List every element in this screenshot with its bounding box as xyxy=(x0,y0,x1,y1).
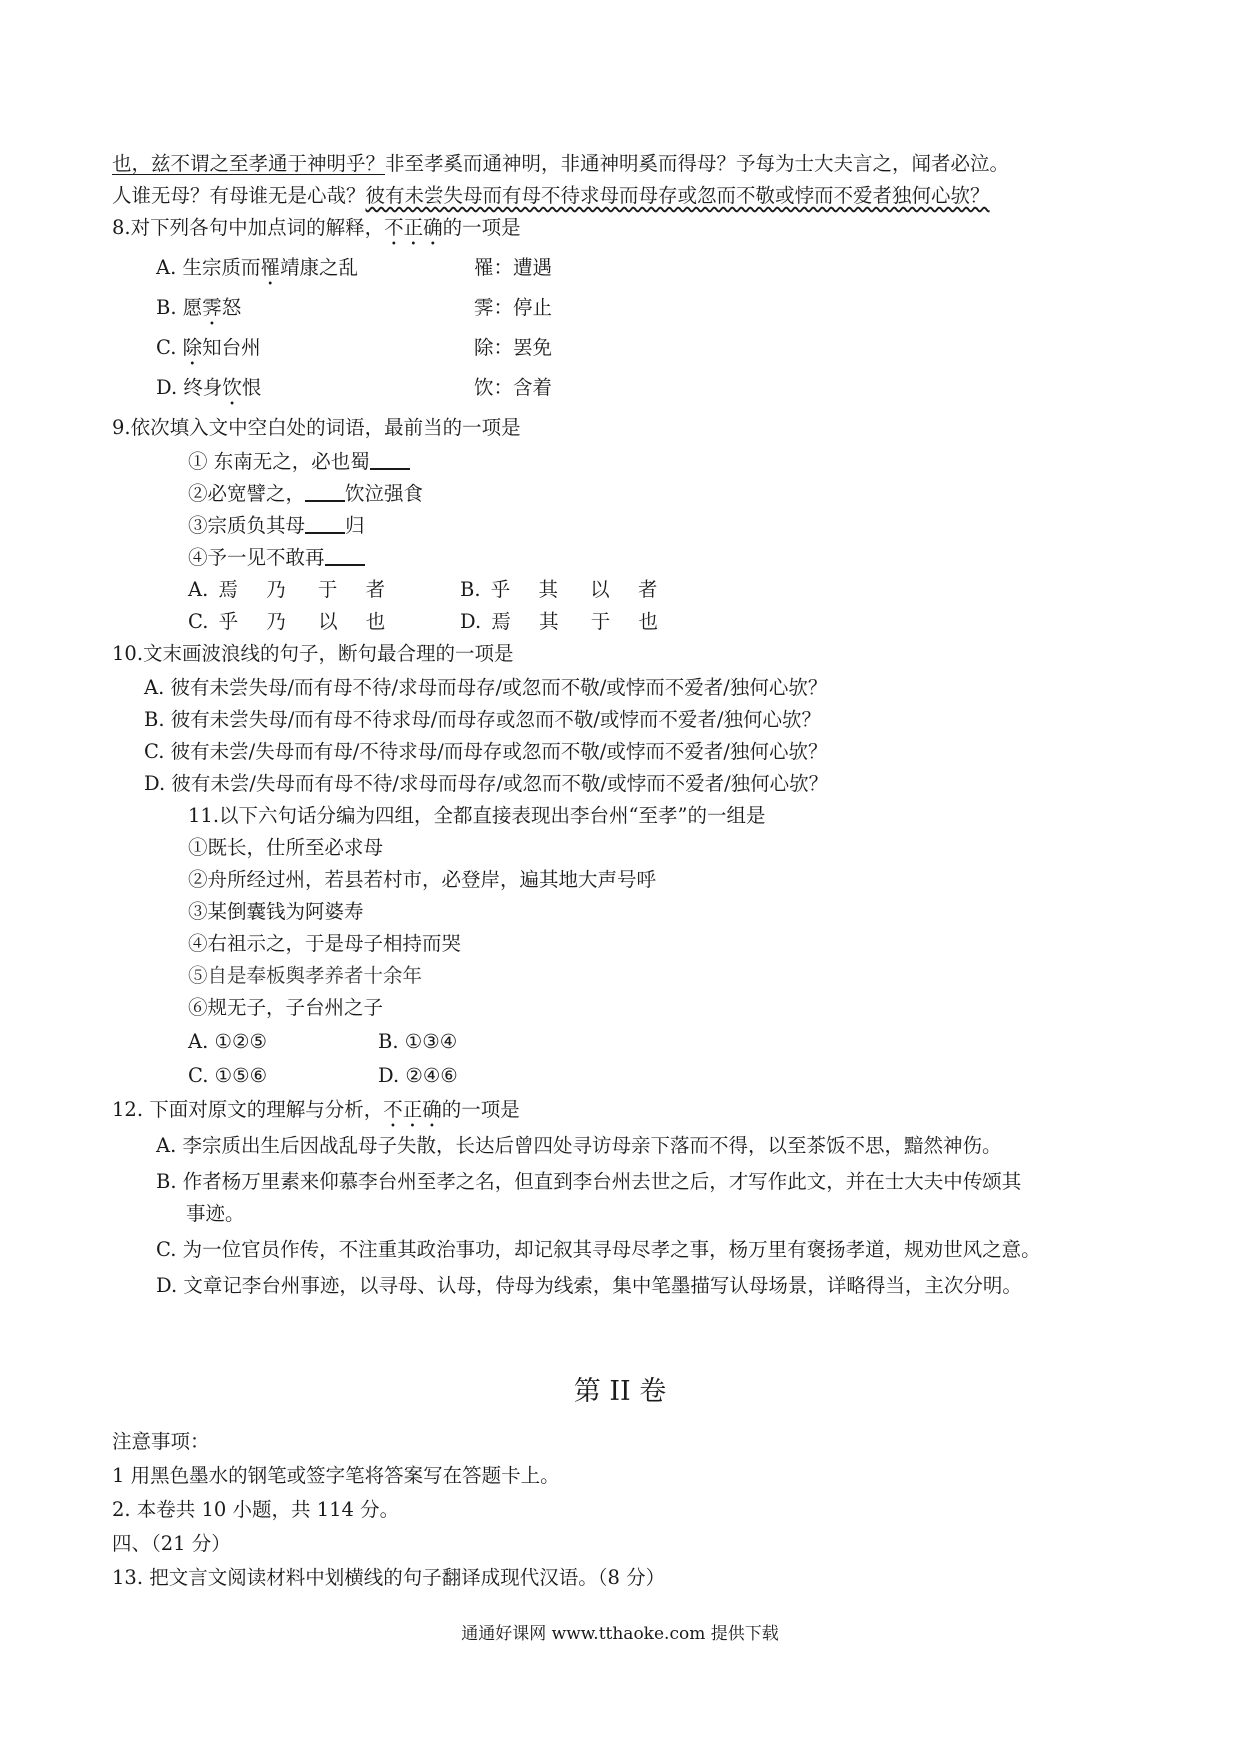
q11-stem: 11.以下六句话分编为四组，全都直接表现出李台州“至孝”的一组是 xyxy=(188,804,766,827)
q12-option-b-cont: 事迹。 xyxy=(186,1202,245,1225)
q9-item-3: ③宗质负其母 归 xyxy=(188,514,365,537)
section-title: 第 II 卷 xyxy=(573,1376,667,1407)
q9-item-1: ① 东南无之，必也蜀 xyxy=(188,448,410,476)
q9-option-c: C. 乎 乃 以 也 xyxy=(188,610,386,633)
q10-option-c: C. 彼有未尝/失母而有母/不待求母/而母存或忽而不敬/或悖而不爱者/独何心欤？ xyxy=(144,740,828,763)
q10-option-a: A. 彼有未尝失母/而有母不待/求母而母存/或忽而不敬/或悖而不爱者/独何心欤？ xyxy=(144,676,828,699)
q11-item-1: ①既长，仕所至必求母 xyxy=(188,836,384,859)
q8-gloss-d: 饮：含着 xyxy=(474,376,553,399)
q11-item-2: ②舟所经过州，若县若村市，必登岸，遍其地大声号呼 xyxy=(188,868,657,891)
q8-gloss-b: 霁：停止 xyxy=(474,296,553,319)
q8-option-a: A. 生宗质而罹靖康之乱 xyxy=(156,256,359,279)
blank xyxy=(325,544,365,566)
q9-item-4: ④予一见不敢再 xyxy=(188,544,365,572)
notes-heading: 注意事项： xyxy=(112,1430,210,1453)
q11-item-3: ③某倒囊钱为阿婆寿 xyxy=(188,900,364,923)
underlined-sentence: 也，兹不谓之至孝通于神明乎？ xyxy=(112,152,386,175)
page-footer: 通通好课网 www.tthaoke.com 提供下载 xyxy=(461,1624,779,1644)
blank xyxy=(370,448,410,470)
wavy-sentence: 彼有未尝失母而有母不待求母而母存或忽而不敬或悖而不爱者独何心欤？ xyxy=(365,184,990,207)
q11-item-6: ⑥规无子，子台州之子 xyxy=(188,996,384,1019)
q9-option-d: D. 焉 其 于 也 xyxy=(460,610,659,633)
note-2: 2. 本卷共 10 小题，共 114 分。 xyxy=(112,1498,400,1521)
q11-option-c: C. ①⑤⑥ xyxy=(188,1064,268,1087)
q11-option-d: D. ②④⑥ xyxy=(378,1064,458,1087)
q9-option-b: B. 乎 其 以 者 xyxy=(460,578,658,601)
q12-option-b: B. 作者杨万里素来仰慕李台州至孝之名，但直到李台州去世之后，才写作此文，并在士大夫中传颂其 xyxy=(156,1170,1022,1193)
q9-option-a: A. 焉 乃 于 者 xyxy=(188,578,386,601)
q8-stem: 8.对下列各句中加点词的解释，不正确的一项是 xyxy=(112,216,521,239)
q9-item-2: ②必宽譬之， 饮泣强食 xyxy=(188,482,424,505)
q11-item-5: ⑤自是奉板舆孝养者十余年 xyxy=(188,964,423,987)
q12-option-d: D. 文章记李台州事迹，以寻母、认母，侍母为线索，集中笔墨描写认母场景，详略得当，主次分明。 xyxy=(156,1274,1022,1297)
q10-option-b: B. 彼有未尝失母/而有母不待求母/而母存或忽而不敬/或悖而不爱者/独何心欤？ xyxy=(144,708,822,731)
blank xyxy=(305,480,345,502)
q12-option-a: A. 李宗质出生后因战乱母子失散，长达后曾四处寻访母亲下落而不得，以至茶饭不思，黯然神伤。 xyxy=(156,1134,1002,1157)
q12-stem: 12. 下面对原文的理解与分析，不正确的一项是 xyxy=(112,1098,520,1121)
q8-option-c: C. 除知台州 xyxy=(156,336,261,359)
q11-option-a: A. ①②⑤ xyxy=(188,1030,267,1053)
q8-option-b: B. 愿霁怒 xyxy=(156,296,242,319)
q10-stem: 10.文末画波浪线的句子，断句最合理的一项是 xyxy=(112,642,514,665)
section-heading: 四、（21 分） xyxy=(112,1532,231,1555)
blank xyxy=(305,512,345,534)
q11-option-b: B. ①③④ xyxy=(378,1030,458,1053)
q13-stem: 13. 把文言文阅读材料中划横线的句子翻译成现代汉语。（8 分） xyxy=(112,1566,666,1589)
q8-gloss-c: 除：罢免 xyxy=(474,336,553,359)
q8-option-d: D. 终身饮恨 xyxy=(156,376,262,399)
note-1: 1 用黑色墨水的钢笔或签字笔将答案写在答题卡上。 xyxy=(112,1464,560,1487)
q12-option-c: C. 为一位官员作传，不注重其政治事功，却记叙其寻母尽孝之事，杨万里有褒扬孝道，规劝世风之意。 xyxy=(156,1238,1041,1261)
q8-gloss-a: 罹：遭遇 xyxy=(474,256,553,279)
passage-line-2: 人谁无母？有母谁无是心哉？彼有未尝失母而有母不待求母而母存或忽而不敬或悖而不爱者独何心欤？ xyxy=(112,184,990,207)
q11-item-4: ④右祖示之，于是母子相持而哭 xyxy=(188,932,462,955)
q9-stem: 9.依次填入文中空白处的词语，最前当的一项是 xyxy=(112,416,521,439)
q10-option-d: D. 彼有未尝/失母而有母不待/求母而母存/或忽而不敬/或悖而不爱者/独何心欤？ xyxy=(144,772,829,795)
passage-line-1: 也，兹不谓之至孝通于神明乎？非至孝奚而通神明，非通神明奚而得母？予每为士大夫言之，闻者必泣。 xyxy=(112,152,1010,175)
